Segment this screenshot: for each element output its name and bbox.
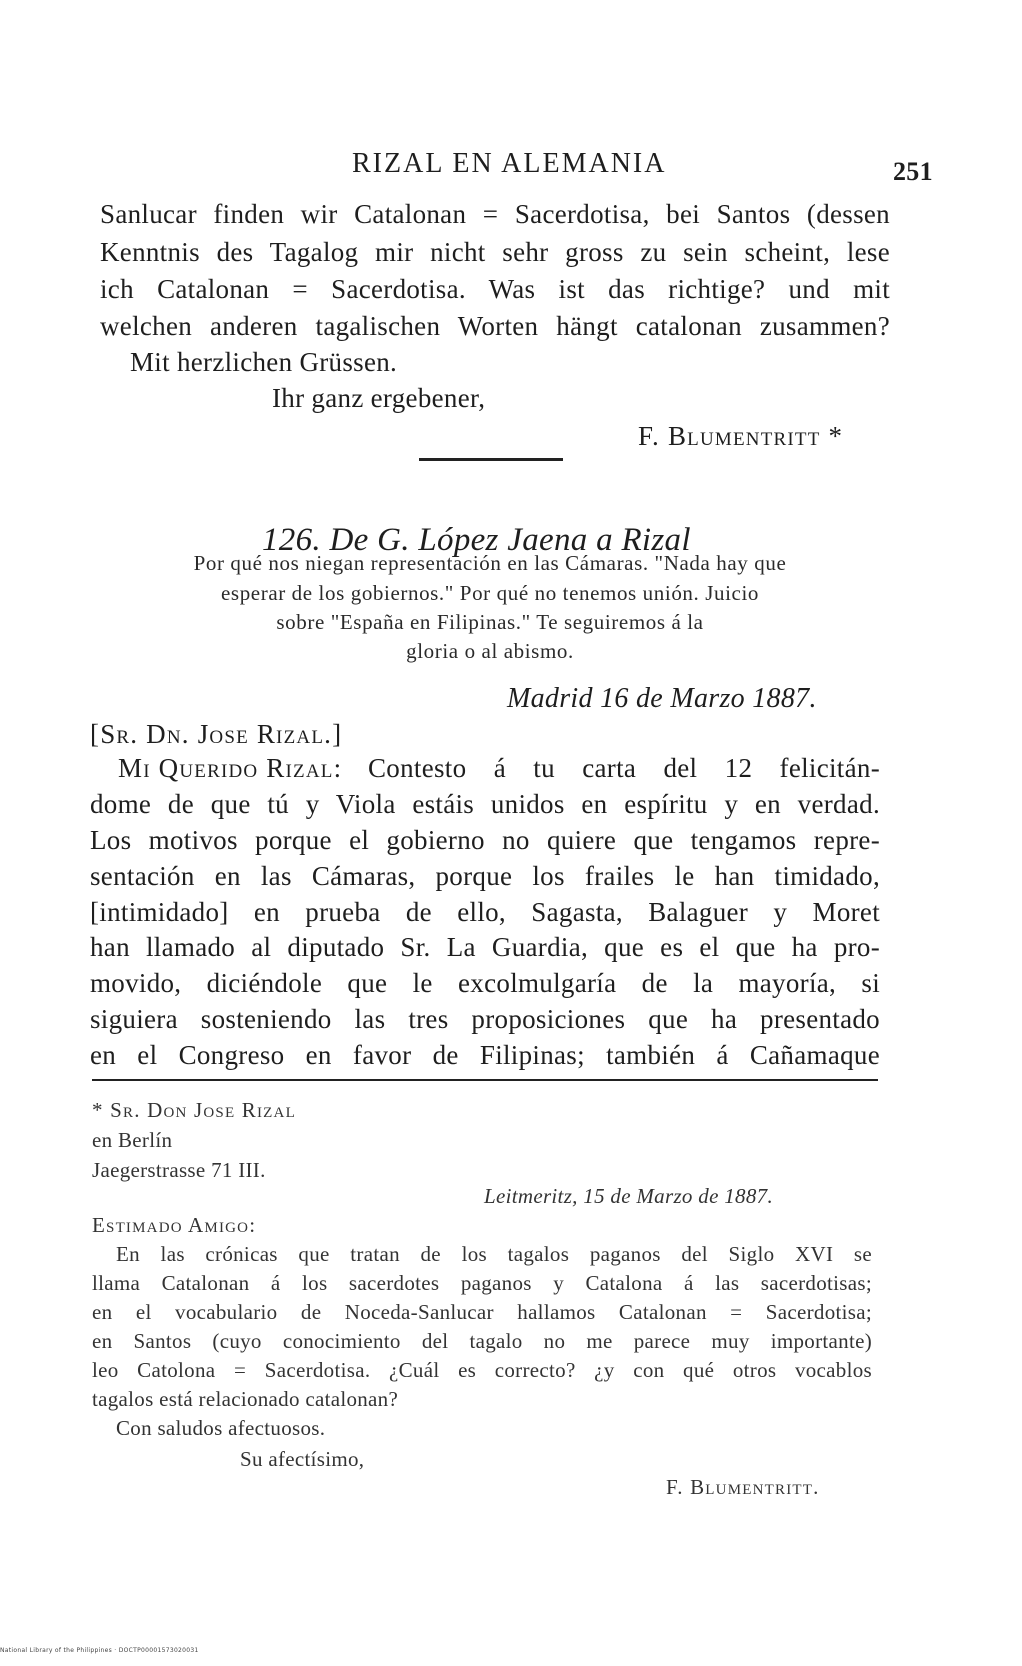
summary-line: sobre "España en Filipinas." Te seguiremos á la	[276, 610, 704, 634]
footnote-signature: F. Blumentritt.	[666, 1475, 820, 1499]
body-line: han llamado al diputado Sr. La Guardia, que es el que ha pro-	[90, 932, 880, 962]
footnote-rule	[92, 1079, 878, 1081]
text-line: ich Catalonan = Sacerdotisa. Was ist das richtige? und mit	[100, 274, 890, 304]
text-line: Sanlucar finden wir Catalonan = Sacerdotisa, bei Santos (dessen	[100, 199, 890, 229]
dateline: Madrid 16 de Marzo 1887.	[507, 683, 817, 714]
body-line: sentación en las Cámaras, porque los frailes le han timidado,	[90, 861, 880, 891]
body-line: dome de que tú y Viola estáis unidos en espíritu y en verdad.	[90, 789, 880, 819]
salutation: Mi Querido Rizal:	[118, 753, 343, 783]
footnote-address: Jaegerstrasse 71 III.	[92, 1158, 266, 1182]
body-line: en el Congreso en favor de Filipinas; también á Cañamaque	[90, 1040, 880, 1070]
footnote-address: * Sr. Don Jose Rizal	[92, 1098, 296, 1122]
footnote-line: en Santos (cuyo conocimiento del tagalo no me parece muy importante)	[92, 1329, 872, 1353]
page-number: 251	[893, 157, 933, 186]
letter-heading: 126. De G. López Jaena a Rizal	[262, 522, 691, 558]
summary-line: Por qué nos niegan representación en las Cámaras. "Nada hay que	[193, 551, 787, 575]
section-divider	[419, 458, 563, 461]
footnote-address: en Berlín	[92, 1128, 173, 1152]
footnote-dateline: Leitmeritz, 15 de Marzo de 1887.	[484, 1184, 773, 1208]
footnote-line: llama Catalonan á los sacerdotes paganos y Catalona á las sacerdotisas;	[92, 1271, 872, 1295]
body-line: Los motivos porque el gobierno no quiere que tengamos repre-	[90, 825, 880, 855]
letter-greeting: Mit herzlichen Grüssen.	[130, 347, 398, 377]
footnote-line: leo Catolona = Sacerdotisa. ¿Cuál es correcto? ¿y con qué otros vocablos	[92, 1358, 872, 1382]
addressee: [Sr. Dn. Jose Rizal.]	[90, 719, 343, 749]
letter-signature: F. Blumentritt *	[638, 421, 844, 451]
text-line: welchen anderen tagalischen Worten hängt catalonan zusammen?	[100, 311, 890, 341]
footnote-line: tagalos está relacionado catalonan?	[92, 1387, 399, 1411]
footer-credit: National Library of the Philippines · DOCTP00001573020031	[0, 1647, 199, 1654]
footnote-salutation: Estimado Amigo:	[92, 1213, 257, 1237]
summary-line: esperar de los gobiernos." Por qué no tenemos unión. Juicio	[221, 581, 759, 605]
text-line: Kenntnis des Tagalog mir nicht sehr gross zu sein scheint, lese	[100, 237, 890, 267]
footnote-line: En las crónicas que tratan de los tagalos paganos del Siglo XVI se	[116, 1242, 872, 1266]
footnote-line: en el vocabulario de Noceda-Sanlucar hallamos Catalonan = Sacerdotisa;	[92, 1300, 872, 1324]
body-line: movido, diciéndole que le excolmulgaría de la mayoría, si	[90, 968, 880, 998]
footnote-closing: Su afectísimo,	[240, 1447, 365, 1471]
body-line: [intimidado] en prueba de ello, Sagasta, Balaguer y Moret	[90, 897, 880, 927]
body-line: siguiera sosteniendo las tres proposiciones que ha presentado	[90, 1004, 880, 1034]
running-head: RIZAL EN ALEMANIA	[352, 148, 667, 179]
footnote-greeting: Con saludos afectuosos.	[116, 1416, 326, 1440]
body-line: Contesto á tu carta del 12 felicitán-	[368, 753, 880, 783]
summary-line: gloria o al abismo.	[406, 639, 574, 663]
letter-closing: Ihr ganz ergebener,	[272, 383, 486, 413]
